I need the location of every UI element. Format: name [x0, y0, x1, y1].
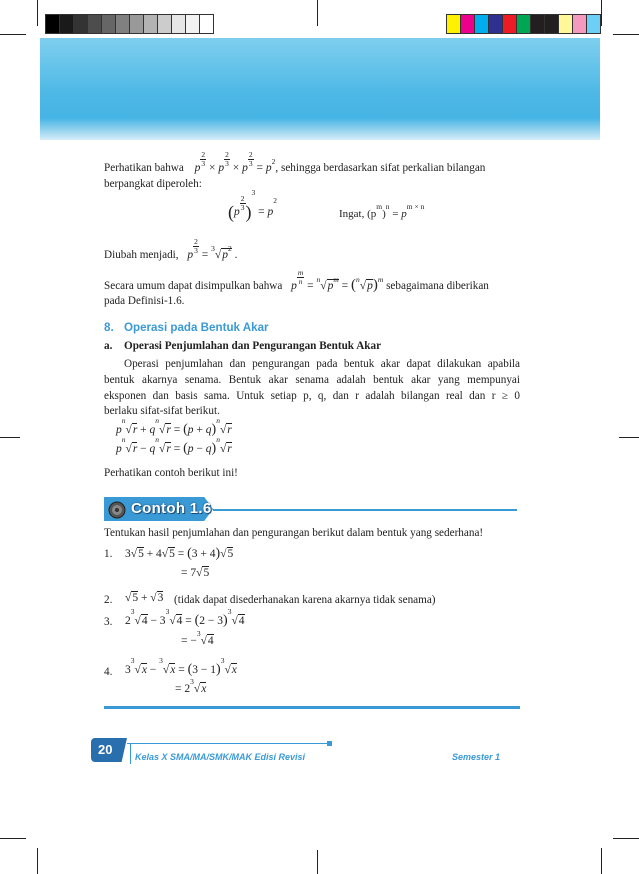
- paragraph-line: berlaku sifat-sifat berikut.: [104, 405, 220, 418]
- grayscale-calibration-bar: [45, 14, 214, 34]
- crop-mark: [0, 838, 26, 839]
- crop-mark: [0, 34, 26, 35]
- intro-text: Perhatikan bahwa: [104, 162, 184, 175]
- calibration-swatch: [573, 15, 587, 33]
- example-1-step-2: = 7√5: [181, 567, 210, 579]
- example-number: 3.: [104, 616, 113, 628]
- example-2-note: (tidak dapat disederhanakan karena akarnya tidak senama): [174, 594, 436, 606]
- footer-vertical-rule: [130, 744, 131, 764]
- example-1-step-1: 3√5 + 4√5 = (3 + 4)√5: [125, 546, 234, 561]
- calibration-swatch: [102, 15, 116, 33]
- calibration-swatch: [186, 15, 200, 33]
- subsection-title: Operasi Penjumlahan dan Pengurangan Bentuk Akar: [124, 340, 382, 352]
- example-number: 4.: [104, 666, 113, 678]
- ingat-text: Ingat, (p: [339, 208, 377, 220]
- example-3-step-1: $2^3√4 - 3^3√4 = (2 - 3)^3√4$: [125, 607, 245, 628]
- crop-mark: [619, 437, 639, 438]
- calibration-swatch: [88, 15, 102, 33]
- example-heading-label: Contoh 1.6: [131, 500, 212, 517]
- crop-mark: [317, 0, 318, 26]
- calibration-swatch: [172, 15, 186, 33]
- secara-text: Secara umum dapat disimpulkan bahwa: [104, 280, 283, 293]
- calibration-swatch: [461, 15, 475, 33]
- footer-dot: [327, 741, 332, 746]
- crop-mark: [601, 0, 602, 26]
- section-title: Operasi pada Bentuk Akar: [124, 321, 269, 334]
- calibration-swatch: [130, 15, 144, 33]
- diubah-line: Diubah menjadi, p $\frac{2}{3}$ = $^3√p^2$ .: [104, 237, 238, 262]
- chapter-header-shade: [40, 118, 600, 140]
- calibration-swatch: [447, 15, 461, 33]
- subsection-letter: a.: [104, 340, 113, 352]
- calibration-swatch: [144, 15, 158, 33]
- page-number: 20: [98, 742, 113, 757]
- math-product: p $\frac{2}{3}$ × p $\frac{2}{3}$ × p $\frac{2}{3}$ = $p^2$: [194, 150, 276, 175]
- calibration-swatch: [531, 15, 545, 33]
- book-title: Kelas X SMA/MA/SMK/MAK Edisi Revisi: [135, 752, 306, 762]
- calibration-swatch: [116, 15, 130, 33]
- calibration-swatch: [545, 15, 559, 33]
- property-difference: $p^n√r - q^n√r = (p - q)^n√r$: [116, 435, 232, 456]
- example-4-step-1: $3^3√x - ^3√x = (3 - 1)^3√x$: [125, 656, 237, 677]
- color-calibration-bar: [446, 14, 601, 34]
- power-rule-equation: (p $\frac{2}{3}$ )$^3 = p^2$: [228, 188, 277, 222]
- ingat-note: Ingat, $(p^m)^n = p^{m \times n}$: [339, 202, 425, 220]
- secara-text-post: sebagaimana diberikan: [386, 280, 489, 293]
- section-paragraph: [104, 357, 520, 420]
- example-2-expression: √5 + √3: [125, 592, 164, 604]
- footer-rule: [127, 743, 330, 744]
- crop-mark: [37, 848, 38, 874]
- crop-mark: [601, 848, 602, 874]
- intro-line-1: [104, 150, 520, 177]
- example-heading-rule: [213, 509, 517, 511]
- calibration-swatch: [46, 15, 60, 33]
- calibration-swatch: [559, 15, 573, 33]
- footer-divider: [104, 706, 520, 709]
- paragraph-line: bentuk akarnya senama. Bentuk akar senama adalah bentuk akar yang mempunyai: [104, 373, 520, 386]
- calibration-swatch: [158, 15, 172, 33]
- property-sum: $p^n√r + q^n√r = (p + q)^n√r$: [116, 416, 232, 437]
- contoh-intro: Perhatikan contoh berikut ini!: [104, 467, 238, 479]
- gear-icon: [107, 500, 127, 525]
- crop-mark: [37, 0, 38, 26]
- example-4-step-2: = $2^3√x$: [175, 677, 207, 695]
- calibration-swatch: [503, 15, 517, 33]
- example-number: 1.: [104, 548, 113, 560]
- example-instruction: Tentukan hasil penjumlahan dan pengurangan berikut dalam bentuk yang sederhana!: [104, 527, 484, 539]
- crop-mark: [613, 838, 639, 839]
- calibration-swatch: [489, 15, 503, 33]
- diubah-text: Diubah menjadi,: [104, 249, 179, 262]
- definisi-line: pada Definisi-1.6.: [104, 295, 185, 307]
- crop-mark: [0, 437, 20, 438]
- crop-mark: [613, 34, 639, 35]
- calibration-swatch: [74, 15, 88, 33]
- example-3-step-2: = −$^3$√4: [181, 629, 214, 647]
- semester-label: Semester 1: [452, 752, 501, 762]
- calibration-swatch: [60, 15, 74, 33]
- intro-text-post: , sehingga berdasarkan sifat perkalian bilangan: [275, 162, 486, 175]
- crop-mark: [317, 850, 318, 874]
- calibration-swatch: [587, 15, 600, 33]
- paragraph-line: Operasi penjumlahan dan pengurangan pada bentuk akar dapat dilakukan apabila: [124, 358, 520, 370]
- calibration-swatch: [517, 15, 531, 33]
- general-rule-line: Secara umum dapat disimpulkan bahwa p $\frac{m}{n}$ = $^n√p^m = (^n√p)^m$ sebagaimana diberikan: [104, 268, 489, 294]
- calibration-swatch: [200, 15, 213, 33]
- section-number: 8.: [104, 321, 114, 334]
- paragraph-line: eksponen dan basis sama. Untuk setiap p, q, dan r adalah bilangan real dan r ≥ 0: [104, 389, 520, 402]
- intro-line-2: berpangkat diperoleh:: [104, 178, 202, 190]
- example-number: 2.: [104, 594, 113, 606]
- calibration-swatch: [475, 15, 489, 33]
